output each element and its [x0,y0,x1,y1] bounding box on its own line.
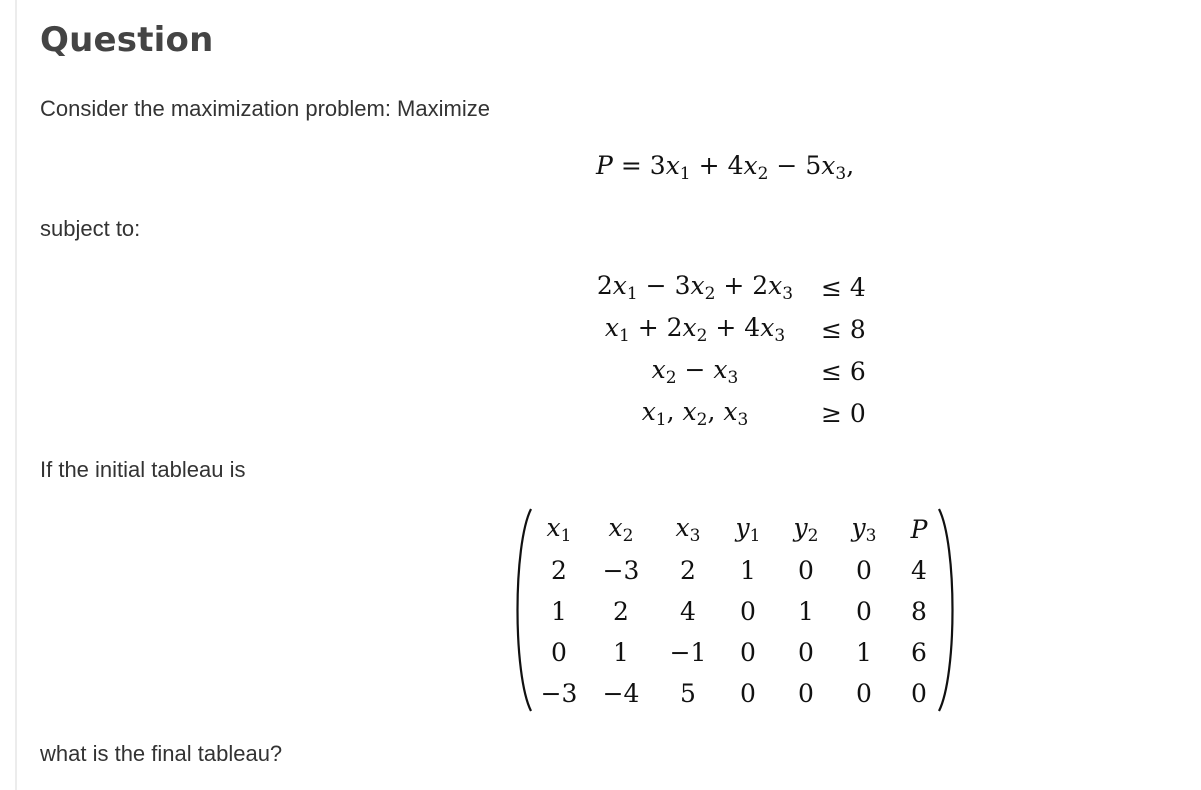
term-coef: 4 [727,151,744,180]
tableau-cell: 0 [798,556,814,585]
term-sub: 2 [757,164,769,184]
tableau-row [533,591,945,632]
tableau-cell: 8 [911,597,927,626]
objective-comma: , [846,151,855,180]
term-var: x [821,151,836,180]
tableau-cell: 4 [680,597,696,626]
term-sub: 3 [835,164,847,184]
tableau-cell: 6 [911,638,927,667]
tableau-header: $y_2$ [793,513,819,546]
page-title: Question [40,20,214,60]
tableau-row [533,632,945,673]
tableau-table [533,509,945,714]
constraint-lhs: $x_1 + 2x_2 + 4x_3$ [604,312,786,346]
tableau-cell: −3 [540,679,578,708]
tableau-cell: 0 [856,679,872,708]
constraint-rhs: ≤ 6 [821,356,866,386]
constraint-rhs: ≤ 8 [821,314,866,344]
tableau-cell: 1 [798,597,814,626]
constraints-block [585,266,866,434]
right-parenthesis [935,505,965,715]
tableau-cell: 1 [551,597,567,626]
tableau-cell: 1 [740,556,756,585]
tableau-cell: 4 [911,556,927,585]
tableau-cell: −1 [669,638,707,667]
term-var: x [743,151,758,180]
tableau-header: P [910,515,928,544]
term-coef: 5 [805,151,822,180]
tableau-cell: 2 [551,556,567,585]
tableau-header: $y_1$ [735,513,761,546]
tableau-header: $x_1$ [546,513,572,546]
term-op: + [698,151,720,180]
tableau-cell: 0 [798,679,814,708]
term-var: x [665,151,680,180]
subject-to-label: subject to: [40,216,141,241]
constraint-lhs: $x_1$, $x_2$, $x_3$ [641,396,749,430]
tableau-header: $x_2$ [608,513,634,546]
tableau-cell: 0 [551,638,567,667]
constraint-table [585,266,866,434]
constraint-lhs: $x_2 - x_3$ [651,354,739,388]
tableau-cell: 1 [856,638,872,667]
tableau-row [533,673,945,714]
term-sub: 1 [679,164,691,184]
tableau-cell: −3 [602,556,640,585]
constraint-rhs: ≥ 0 [821,398,866,428]
tableau-cell: 0 [856,597,872,626]
tableau-cell: 0 [798,638,814,667]
left-border [15,0,17,790]
term-op: − [776,151,798,180]
tableau-header: $x_3$ [675,513,701,546]
tableau-cell: 2 [680,556,696,585]
objective-lhs: P [596,151,613,180]
tableau-cell: −4 [602,679,640,708]
final-question-text: what is the final tableau? [40,741,283,766]
constraint-row [585,266,866,308]
tableau-row [533,550,945,591]
constraint-rhs: ≤ 4 [821,272,866,302]
tableau-cell: 1 [613,638,629,667]
tableau-header: $y_3$ [851,513,877,546]
intro-text: Consider the maximization problem: Maximize [40,96,490,121]
tableau-label: If the initial tableau is [40,457,246,482]
tableau-cell: 0 [740,638,756,667]
constraint-row [585,308,866,350]
equals-sign: = [620,151,642,180]
tableau-cell: 5 [680,679,696,708]
term-coef: 3 [649,151,666,180]
constraint-lhs: $2x_1 - 3x_2 + 2x_3$ [596,270,794,304]
constraint-row [585,392,866,434]
tableau-cell: 0 [911,679,927,708]
tableau-cell: 0 [740,597,756,626]
left-parenthesis [505,505,535,715]
tableau-cell: 0 [856,556,872,585]
objective-function [596,151,854,184]
tableau-cell: 0 [740,679,756,708]
tableau-cell: 2 [613,597,629,626]
constraint-row [585,350,866,392]
initial-tableau-matrix [505,505,965,715]
